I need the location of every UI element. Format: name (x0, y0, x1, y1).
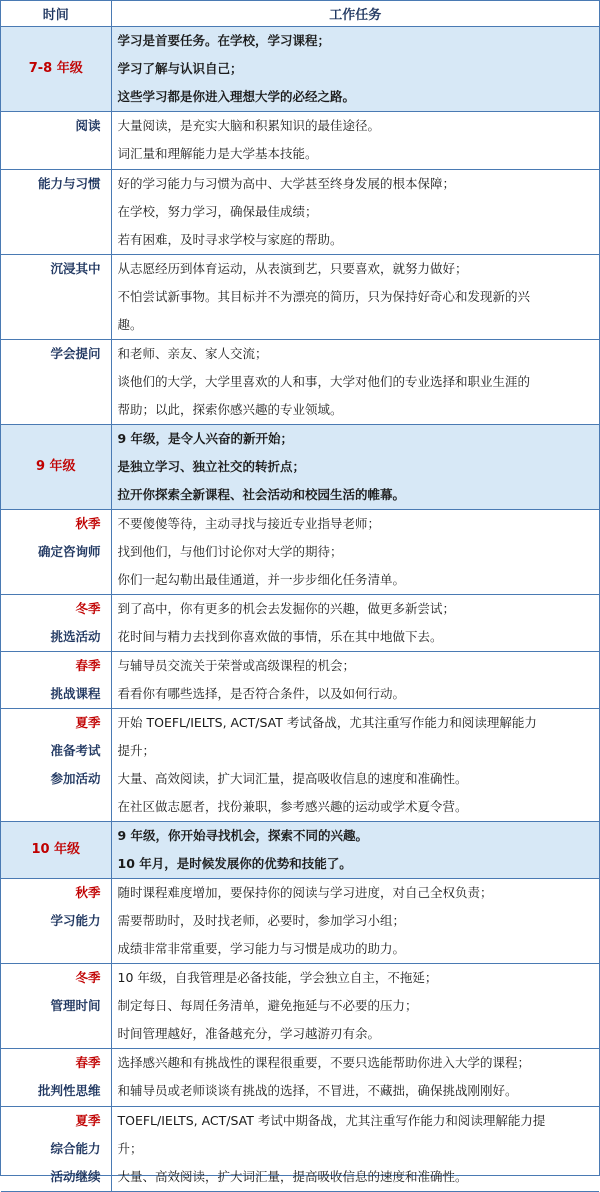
time-cell (1, 709, 111, 822)
season-label: 夏季 (75, 1113, 101, 1128)
topic-label: 活动继续 (50, 1169, 101, 1184)
topic-label: 学习能力 (50, 913, 101, 928)
table-row (1, 510, 599, 595)
time-cell (1, 879, 111, 964)
task-line: 在学校，努力学习，确保最佳成绩； (117, 204, 318, 219)
task-cell (111, 170, 599, 255)
table-row (1, 595, 599, 652)
task-line: 大量、高效阅读，扩大词汇量，提高吸收信息的速度和准确性。 (117, 771, 468, 786)
task-cell (111, 595, 599, 652)
task-line: 和辅导员或老师谈谈有挑战的选择，不冒进，不藏拙，确保挑战刚刚好。 (117, 1083, 518, 1098)
task-cell (111, 112, 599, 170)
table-header-row (1, 1, 599, 27)
time-cell (1, 170, 111, 255)
task-line: TOEFL/IELTS, ACT/SAT 考试中期备战，尤其注重写作能力和阅读理解能力提 (117, 1113, 546, 1128)
time-cell (1, 112, 111, 170)
table-row (1, 255, 599, 340)
task-cell (111, 27, 599, 112)
table-row (1, 964, 599, 1049)
task-line: 帮助；以此，探索你感兴趣的专业领域。 (117, 402, 343, 417)
task-line: 在社区做志愿者，找份兼职，参考感兴趣的运动或学术夏令营。 (117, 799, 468, 814)
table-row (1, 652, 599, 709)
task-cell (111, 255, 599, 340)
task-line: 学习是首要任务。在学校，学习课程； (117, 33, 331, 48)
grade-label: 9 年级 (35, 459, 76, 474)
task-line: 词汇量和理解能力是大学基本技能。 (117, 146, 318, 161)
grade-label-cell (1, 27, 111, 112)
grade-row (1, 425, 599, 510)
task-line: 这些学习都是你进入理想大学的必经之路。 (117, 89, 356, 104)
time-cell (1, 340, 111, 425)
topic-label: 确定咨询师 (37, 544, 101, 559)
grade-label: 7-8 年级 (28, 61, 83, 76)
task-line: 选择感兴趣和有挑战性的课程很重要，不要只选能帮助你进入大学的课程； (117, 1055, 531, 1070)
task-line: 不怕尝试新事物。其目标并不为漂亮的简历，只为保持好奇心和发现新的兴 (117, 289, 531, 304)
task-line: 到了高中，你有更多的机会去发掘你的兴趣，做更多新尝试； (117, 601, 456, 616)
table-row (1, 1049, 599, 1107)
task-line: 10 年月，是时候发展你的优势和技能了。 (117, 856, 352, 871)
task-cell (111, 822, 599, 879)
task-cell (111, 964, 599, 1049)
task-line: 看看你有哪些选择，是否符合条件，以及如何行动。 (117, 686, 406, 701)
task-cell (111, 1049, 599, 1107)
task-cell (111, 510, 599, 595)
topic-label: 综合能力 (50, 1141, 101, 1156)
season-label: 春季 (75, 1055, 101, 1070)
schedule-body (1, 27, 599, 1192)
task-line: 拉开你探索全新课程、社会活动和校园生活的帷幕。 (117, 487, 406, 502)
header-task: 工作任务 (111, 1, 599, 27)
task-line: 9 年级，你开始寻找机会，探索不同的兴趣。 (117, 828, 369, 843)
table-row (1, 112, 599, 170)
task-line: 你们一起勾勒出最佳通道，并一步步细化任务清单。 (117, 572, 406, 587)
task-line: 提升； (117, 743, 156, 758)
task-line: 9 年级，是令人兴奋的新开始； (117, 431, 294, 446)
task-line: 与辅导员交流关于荣誉或高级课程的机会； (117, 658, 356, 673)
season-label: 夏季 (75, 715, 101, 730)
grade-label-cell (1, 822, 111, 879)
header-time: 时间 (1, 1, 111, 27)
task-cell (111, 879, 599, 964)
time-cell (1, 1107, 111, 1192)
time-cell (1, 1049, 111, 1107)
time-cell (1, 595, 111, 652)
topic-label: 参加活动 (50, 771, 101, 786)
task-line: 时间管理越好，准备越充分，学习越游刃有余。 (117, 1026, 381, 1041)
task-line: 花时间与精力去找到你喜欢做的事情，乐在其中地做下去。 (117, 629, 443, 644)
topic-label: 挑战课程 (50, 686, 101, 701)
task-cell (111, 709, 599, 822)
season-label: 秋季 (75, 516, 101, 531)
grade-row (1, 822, 599, 879)
topic-label: 学会提问 (50, 346, 101, 361)
task-line: 谈他们的大学，大学里喜欢的人和事，大学对他们的专业选择和职业生涯的 (117, 374, 531, 389)
time-cell (1, 652, 111, 709)
table-row (1, 1107, 599, 1192)
task-cell (111, 1107, 599, 1192)
grade-row (1, 27, 599, 112)
task-line: 需要帮助时，及时找老师，必要时，参加学习小组； (117, 913, 406, 928)
topic-label: 挑选活动 (50, 629, 101, 644)
task-line: 大量、高效阅读，扩大词汇量，提高吸收信息的速度和准确性。 (117, 1169, 468, 1184)
time-cell (1, 964, 111, 1049)
task-line: 制定每日、每周任务清单，避免拖延与不必要的压力； (117, 998, 418, 1013)
schedule-table (1, 1, 599, 1192)
table-row (1, 340, 599, 425)
season-label: 冬季 (75, 970, 101, 985)
grade-label: 10 年级 (31, 842, 81, 857)
topic-label: 能力与习惯 (37, 176, 101, 191)
topic-label: 批判性思维 (37, 1083, 101, 1098)
topic-label: 沉浸其中 (50, 261, 101, 276)
time-cell (1, 255, 111, 340)
task-line: 升； (117, 1141, 143, 1156)
topic-label: 阅读 (75, 118, 101, 133)
task-line: 开始 TOEFL/IELTS, ACT/SAT 考试备战，尤其注重写作能力和阅读理解能力 (117, 715, 537, 730)
task-line: 是独立学习、独立社交的转折点； (117, 459, 306, 474)
task-line: 成绩非常非常重要，学习能力与习惯是成功的助力。 (117, 941, 406, 956)
topic-label: 准备考试 (50, 743, 101, 758)
season-label: 春季 (75, 658, 101, 673)
task-line: 若有困难，及时寻求学校与家庭的帮助。 (117, 232, 343, 247)
task-line: 随时课程难度增加，要保持你的阅读与学习进度，对自己全权负责； (117, 885, 493, 900)
table-row (1, 170, 599, 255)
task-line: 和老师、亲友、家人交流； (117, 346, 268, 361)
season-label: 冬季 (75, 601, 101, 616)
task-cell (111, 425, 599, 510)
task-line: 不要傻傻等待，主动寻找与接近专业指导老师； (117, 516, 381, 531)
task-line: 大量阅读，是充实大脑和积累知识的最佳途径。 (117, 118, 381, 133)
task-line: 学习了解与认识自己； (117, 61, 243, 76)
season-label: 秋季 (75, 885, 101, 900)
topic-label: 管理时间 (50, 998, 101, 1013)
task-line: 趣。 (117, 317, 143, 332)
table-row (1, 879, 599, 964)
task-line: 好的学习能力与习惯为高中、大学甚至终身发展的根本保障； (117, 176, 456, 191)
task-cell (111, 652, 599, 709)
grade-label-cell (1, 425, 111, 510)
task-line: 10 年级，自我管理是必备技能，学会独立自主，不拖延； (117, 970, 438, 985)
task-cell (111, 340, 599, 425)
task-line: 从志愿经历到体育运动，从表演到艺，只要喜欢，就努力做好； (117, 261, 468, 276)
task-line: 找到他们，与他们讨论你对大学的期待； (117, 544, 343, 559)
time-cell (1, 510, 111, 595)
table-row (1, 709, 599, 822)
